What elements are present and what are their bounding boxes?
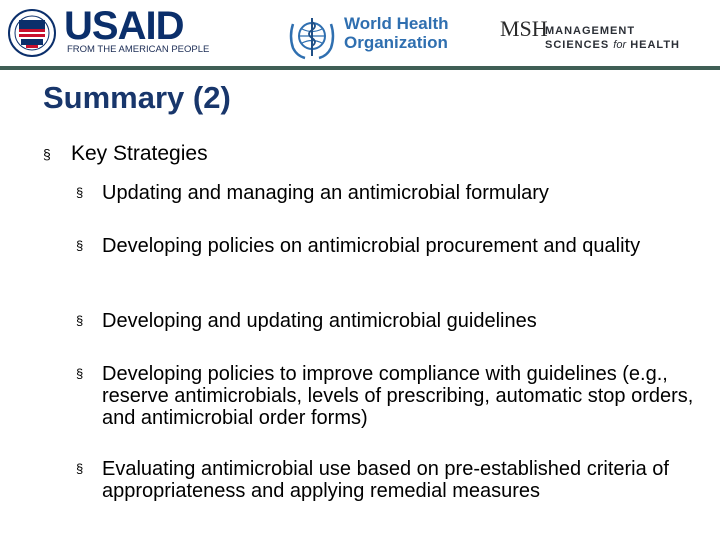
slide-title: Summary (2) — [43, 80, 231, 115]
usaid-wordmark: USAID — [64, 4, 184, 48]
bullet-item — [76, 363, 701, 429]
bullet-text: Updating and managing an antimicrobial formulary — [102, 182, 549, 204]
bullet-item — [76, 235, 676, 257]
msh-mark: MSH — [500, 16, 548, 41]
bullet-item — [76, 182, 696, 204]
usaid-seal-icon — [4, 8, 60, 58]
bullet-text: Developing policies to improve compliance with guidelines (e.g., reserve antimicrobials, levels of prescribing, automatic stop orders, and antimicrobial order forms) — [102, 363, 694, 429]
bullet-marker: § — [43, 146, 51, 162]
msh-name-health: HEALTH — [626, 39, 680, 51]
bullet-marker: § — [76, 461, 84, 476]
usaid-tagline: FROM THE AMERICAN PEOPLE — [67, 44, 210, 55]
bullet-text: Developing and updating antimicrobial guidelines — [102, 310, 537, 332]
msh-name-for: for — [613, 39, 627, 51]
bullet-text: Evaluating antimicrobial use based on pre-established criteria of appropriateness and applying remedial measures — [102, 458, 669, 502]
who-emblem-icon — [287, 12, 337, 60]
bullet-marker: § — [76, 366, 84, 381]
bullet-marker: § — [76, 238, 84, 253]
bullet-text: Key Strategies — [71, 142, 208, 165]
msh-name-line1: MANAGEMENT — [545, 25, 636, 37]
who-name — [344, 14, 449, 52]
msh-name — [545, 24, 680, 52]
bullet-item — [76, 458, 701, 502]
bullet-level1 — [43, 143, 208, 165]
bullet-marker: § — [76, 313, 84, 328]
msh-name-line2 — [545, 38, 680, 52]
bullet-marker: § — [76, 185, 84, 200]
bullet-item — [76, 310, 696, 332]
bullet-text: Developing policies on antimicrobial procurement and quality — [102, 235, 641, 257]
who-name-line2: Organization — [344, 33, 448, 52]
who-name-line1: World Health — [344, 14, 449, 33]
msh-name-sciences: SCIENCES — [545, 39, 614, 51]
logo-bar — [0, 0, 720, 66]
header-divider — [0, 66, 720, 70]
